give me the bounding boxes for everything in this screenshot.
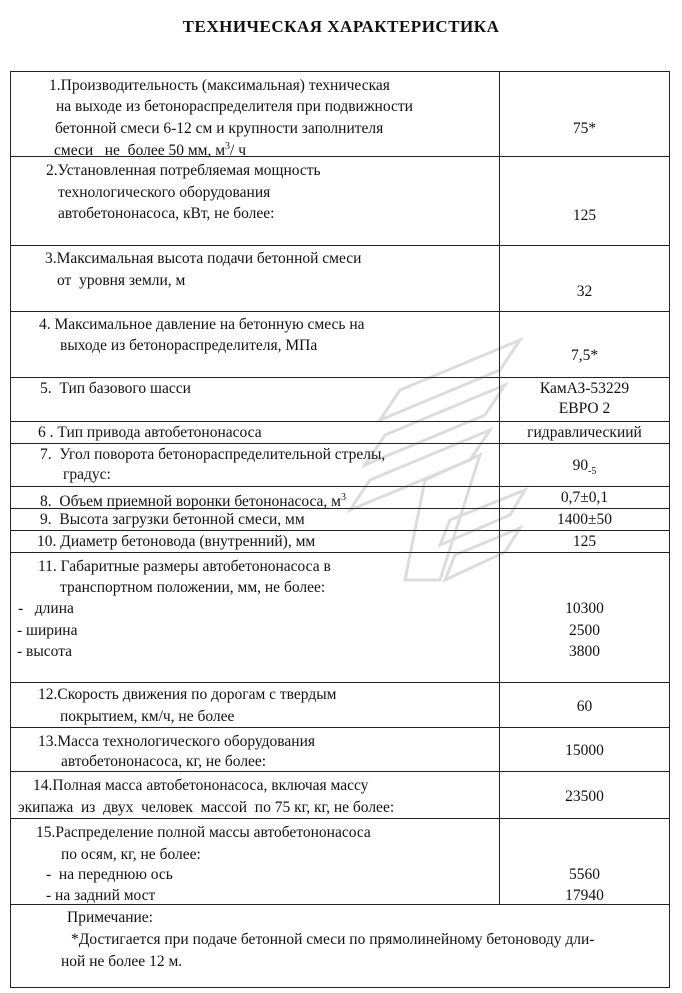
row-11-value-width: 2500 bbox=[569, 622, 600, 639]
table-row bbox=[11, 245, 669, 311]
table-row bbox=[11, 727, 669, 771]
row-7-line-2: градус: bbox=[63, 466, 111, 483]
row-2-line-2: технологического оборудования bbox=[58, 184, 271, 201]
row-15-line-2: по осям, кг, не более: bbox=[61, 846, 201, 863]
row-6-value: гидравлическиий bbox=[527, 424, 642, 441]
row-6-line-1: 6 . Тип привода автобетононасоса bbox=[38, 424, 262, 441]
row-3-line-1: 3.Максимальная высота подачи бетонной смеси bbox=[45, 250, 362, 267]
row-3-line-2: от уровня земли, м bbox=[57, 272, 186, 289]
row-8-value: 0,7±0,1 bbox=[560, 489, 609, 506]
unit-superscript: 3 bbox=[225, 141, 231, 152]
table-row bbox=[11, 818, 669, 904]
row-2-line-3: автобетононасоса, кВт, не более: bbox=[58, 205, 275, 222]
row-1-line-1: 1.Производительность (максимальная) техническая bbox=[49, 77, 390, 94]
row-1-line-4-text: смеси не более 50 мм, м bbox=[54, 142, 226, 160]
row-2-line-1: 2.Установленная потребляемая мощность bbox=[46, 162, 321, 179]
unit-superscript: 3 bbox=[340, 492, 346, 503]
table-row bbox=[11, 682, 669, 727]
row-13-line-1: 13.Масса технологического оборудования bbox=[38, 733, 316, 750]
row-2-value: 125 bbox=[572, 207, 597, 224]
row-5-line-1: 5. Тип базового шасси bbox=[40, 380, 191, 397]
note-line-1: *Достигается при подаче бетонной смеси по прямолинейному бетоноводу дли- bbox=[71, 931, 595, 948]
row-1-line-3: бетонной смеси 6-12 см и крупности заполнителя bbox=[55, 120, 384, 137]
row-9-value: 1400±50 bbox=[556, 511, 612, 528]
row-13-line-2: автобетононасоса, кг, не более: bbox=[61, 753, 267, 770]
row-11-value-height: 3800 bbox=[569, 643, 600, 660]
note-line-2: ной не более 12 м. bbox=[61, 953, 183, 970]
row-10-value: 125 bbox=[572, 533, 597, 550]
row-11-value-length: 10300 bbox=[565, 600, 604, 617]
row-10-line-1: 10. Диаметр бетоновода (внутренний), мм bbox=[37, 533, 316, 550]
row-7-value-number: 90 bbox=[572, 457, 589, 474]
row-14-line-1: 14.Полная масса автобетононасоса, включая массу bbox=[33, 777, 369, 794]
row-3-value: 32 bbox=[576, 283, 593, 300]
document-title: ТЕХНИЧЕСКАЯ ХАРАКТЕРИСТИКА bbox=[182, 17, 500, 36]
row-1-line-4-unit: / ч bbox=[230, 142, 247, 160]
row-15-value-front: 5560 bbox=[569, 866, 600, 883]
row-14-value: 23500 bbox=[565, 788, 604, 805]
row-11-line-1: 11. Габаритные размеры автобетононасоса в bbox=[38, 558, 331, 575]
row-5-value-2: ЕВРО 2 bbox=[558, 400, 611, 417]
row-7-value-tolerance: -5 bbox=[588, 466, 597, 478]
row-11-line-2: транспортном положении, мм, не более: bbox=[60, 579, 326, 596]
row-12-line-1: 12.Скорость движения по дорогам с твердым bbox=[38, 686, 337, 703]
row-15-line-1: 15.Распределение полной массы автобетононасоса bbox=[36, 824, 371, 841]
row-4-line-1: 4. Максимальное давление на бетонную смесь на bbox=[39, 316, 365, 333]
row-4-value: 7,5* bbox=[570, 347, 599, 364]
row-7-line-1: 7. Угол поворота бетонораспределительной стрелы, bbox=[40, 446, 386, 463]
row-5-value: КамАЗ-53229 bbox=[539, 380, 630, 397]
row-1-value: 75* bbox=[572, 120, 597, 137]
row-13-value: 15000 bbox=[565, 742, 604, 759]
note-section bbox=[11, 904, 669, 987]
row-15-line-rear: - на задний мост bbox=[46, 887, 156, 904]
table-row bbox=[11, 771, 669, 818]
table-row bbox=[11, 72, 669, 160]
row-14-line-2: экипажа из двух человек массой по 75 кг, кг, не более: bbox=[18, 799, 395, 816]
row-15-value-rear: 17940 bbox=[565, 887, 604, 904]
row-11-line-width: - ширина bbox=[17, 622, 78, 639]
watermark-logo bbox=[330, 330, 540, 600]
row-15-line-front: - на переднюю ось bbox=[46, 866, 173, 883]
row-11-line-length: - длина bbox=[18, 600, 74, 617]
row-12-value: 60 bbox=[576, 698, 593, 715]
row-12-line-2: покрытием, км/ч, не более bbox=[60, 708, 235, 725]
table-row bbox=[11, 156, 669, 245]
row-9-line-1: 9. Высота загрузки бетонной смеси, мм bbox=[40, 511, 305, 528]
row-4-line-2: выходе из бетонораспределителя, МПа bbox=[60, 337, 318, 354]
row-11-line-height: - высота bbox=[17, 643, 73, 660]
row-8-line-1-text: 8. Объем приемной воронки бетононасоса, м bbox=[40, 493, 341, 511]
note-heading: Примечание: bbox=[67, 909, 153, 926]
row-1-line-2: на выходе из бетонораспределителя при подвижности bbox=[56, 98, 413, 115]
